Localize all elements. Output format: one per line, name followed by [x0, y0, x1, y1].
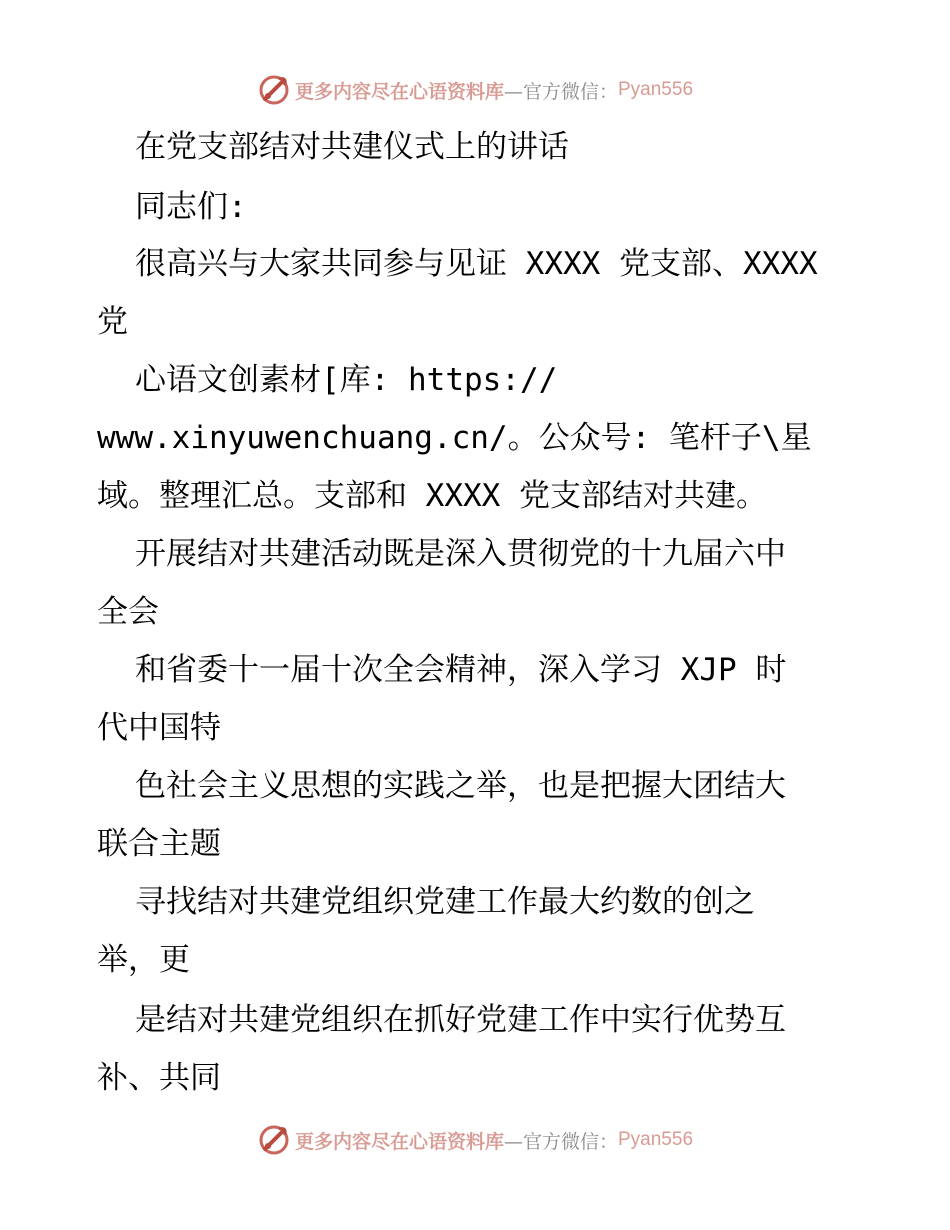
header-watermark-banner	[0, 70, 950, 110]
banner-wechat-id: Pyan556	[618, 1129, 694, 1150]
banner-wechat-label: —官方微信：	[503, 80, 618, 103]
body-line: 联合主题	[97, 826, 221, 862]
banner-wechat-id: Pyan556	[618, 79, 694, 100]
body-line: 很高兴与大家共同参与见证 XXXX 党支部、XXXX	[135, 246, 818, 282]
body-line: 补、共同	[97, 1060, 221, 1096]
body-line: 开展结对共建活动既是深入贯彻党的十九届六中	[135, 536, 786, 572]
body-line: 心语文创素材[库: https://	[135, 362, 558, 398]
body-line: 色社会主义思想的实践之举，也是把握大团结大	[135, 768, 786, 804]
body-line: 代中国特	[97, 710, 221, 746]
banner-wechat-label: —官方微信：	[503, 1130, 618, 1153]
banner-site-name: 更多内容尽在心语资料库	[294, 1130, 504, 1153]
speech-title: 在党支部结对共建仪式上的讲话	[135, 129, 569, 165]
banner-site-name: 更多内容尽在心语资料库	[294, 80, 504, 103]
body-line: 党	[97, 304, 128, 340]
body-line: 域。整理汇总。支部和 XXXX 党支部结对共建。	[97, 478, 767, 514]
ink-brush-logo-icon	[257, 73, 291, 107]
body-line: 寻找结对共建党组织党建工作最大约数的创之	[135, 884, 755, 920]
body-line: 和省委十一届十次全会精神，深入学习 XJP 时	[135, 652, 787, 688]
footer-watermark-banner	[0, 1120, 950, 1160]
body-line: www.xinyuwenchuang.cn/。公众号: 笔杆子\星	[97, 420, 812, 456]
body-line: 是结对共建党组织在抓好党建工作中实行优势互	[135, 1002, 786, 1038]
body-line: 举，更	[97, 942, 190, 978]
ink-brush-logo-icon	[257, 1123, 291, 1157]
salutation: 同志们:	[135, 189, 247, 225]
body-line: 全会	[97, 594, 159, 630]
